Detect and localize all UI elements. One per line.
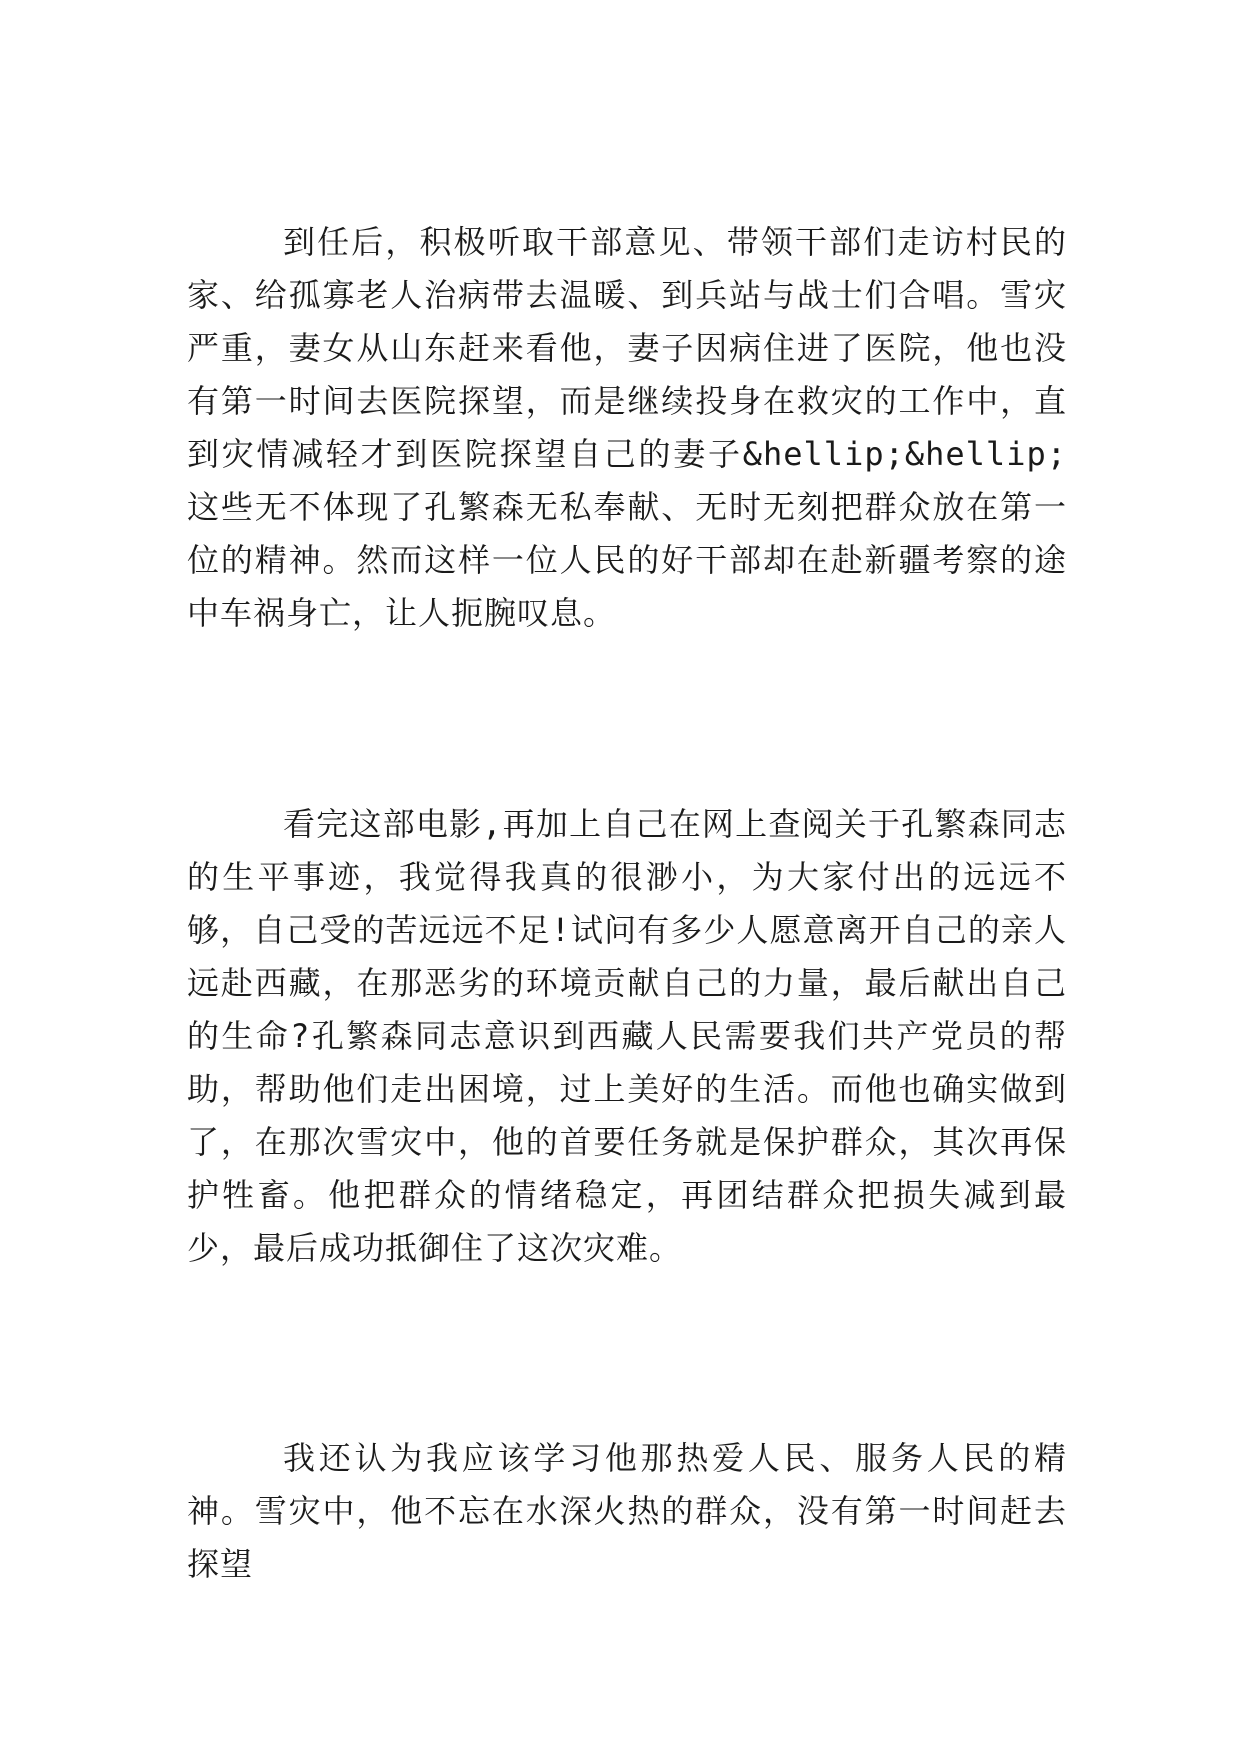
- paragraph-1: 到任后，积极听取干部意见、带领干部们走访村民的家、给孤寡老人治病带去温暖、到兵站与战士们合唱。雪灾严重，妻女从山东赶来看他，妻子因病住进了医院，他也没有第一时间去医院探望，而是继续投身在救灾的工作中，直到灾情减轻才到医院探望自己的妻子&hellip;&hellip;这些无不体现了孔繁森无私奉献、无时无刻把群众放在第一位的精神。然而这样一位人民的好干部却在赴新疆考察的途中车祸身亡，让人扼腕叹息。: [187, 223, 1067, 632]
- paragraph-3: 我还认为我应该学习他那热爱人民、服务人民的精神。雪灾中，他不忘在水深火热的群众，没有第一时间赶去探望: [187, 1439, 1067, 1583]
- paragraph-2: 看完这部电影,再加上自己在网上查阅关于孔繁森同志的生平事迹，我觉得我真的很渺小，为大家付出的远远不够，自己受的苦远远不足!试问有多少人愿意离开自己的亲人远赴西藏，在那恶劣的环境贡献自己的力量，最后献出自己的生命?孔繁森同志意识到西藏人民需要我们共产党员的帮助，帮助他们走出困境，过上美好的生活。而他也确实做到了，在那次雪灾中，他的首要任务就是保护群众，其次再保护牲畜。他把群众的情绪稳定，再团结群众把损失减到最少，最后成功抵御住了这次灾难。: [187, 805, 1067, 1267]
